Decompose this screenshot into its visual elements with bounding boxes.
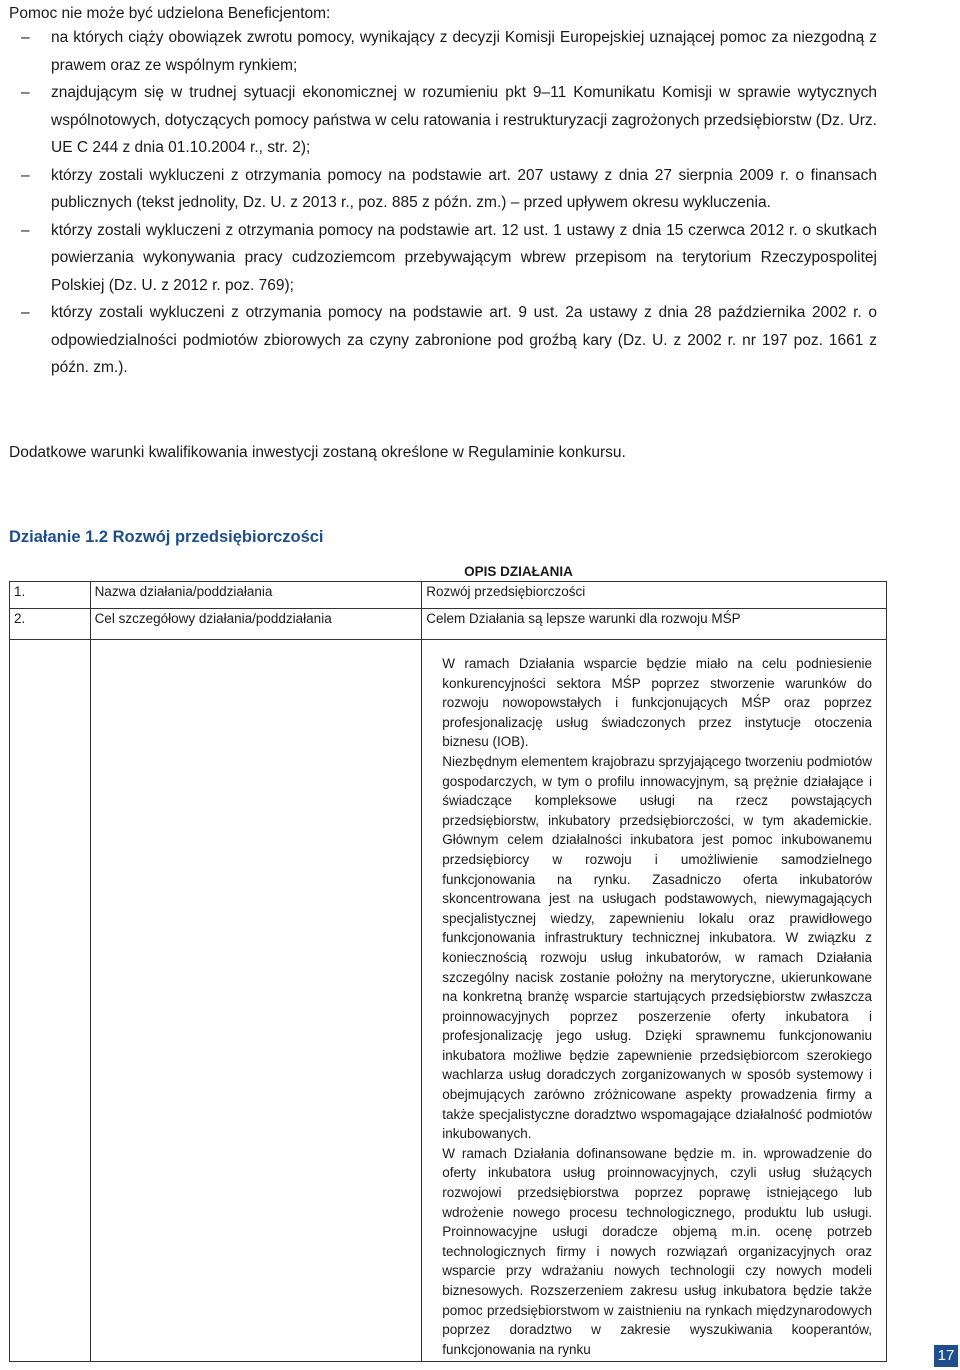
additional-conditions: Dodatkowe warunki kwalifikowania inwestycji zostaną określone w Regulaminie konkursu.	[9, 444, 626, 461]
row-label: Cel szczegółowy działania/poddziałania	[90, 609, 422, 640]
action-description-table	[9, 581, 887, 1362]
dash-marker: –	[21, 84, 30, 101]
dash-marker: –	[21, 29, 30, 46]
list-item: – na których ciąży obowiązek zwrotu pomocy, wynikający z decyzji Komisji Europejskiej uznającej pomoc za niezgodną z prawem oraz ze wspólnym rynkiem;	[9, 24, 877, 79]
description-text	[442, 654, 872, 1359]
table-row	[10, 609, 887, 640]
section-heading: Działanie 1.2 Rozwój przedsiębiorczości	[9, 528, 324, 546]
page-number: 17	[934, 1345, 958, 1367]
dash-marker: –	[21, 304, 30, 321]
row-number: 2.	[10, 609, 91, 640]
description-paragraph: W ramach Działania dofinansowane będzie m. in. wprowadzenie do oferty inkubatora usług proinnowacyjnych, czyli usług służących rozwojowi przedsiębiorstwa poprzez poprawę istniejącego lub wdrożenie nowego procesu technologicznego, produktu lub usługi. Proinnowacyjne usługi doradcze objemą m.in. ocenę potrzeb technologicznych firmy i nowych rozwiązań organizacyjnych oraz wsparcie przy wdrażaniu nowych technologii czy nowych modeli biznesowych. Rozszerzeniem zakresu usług inkubatora będzie także pomoc przedsiębiorstwom w zaistnieniu na rynkach międzynarodowych poprzez doradztwo w zakresie wyszukiwania kooperantów, funkcjonowania na rynku	[442, 1145, 872, 1357]
row-value: Rozwój przedsiębiorczości	[422, 582, 887, 609]
list-item: – którzy zostali wykluczeni z otrzymania pomocy na podstawie art. 207 ustawy z dnia 27 sierpnia 2009 r. o finansach publicznych (tekst jednolity, Dz. U. z 2013 r., poz. 885 z późn. zm.) – przed upływem okresu wykluczenia.	[9, 162, 877, 217]
description-cell	[422, 640, 887, 1362]
row-value: Celem Działania są lepsze warunki dla rozwoju MŚP	[422, 609, 887, 640]
description-paragraph: Niezbędnym elementem krajobrazu sprzyjającego tworzeniu podmiotów gospodarczych, w tym o profilu innowacyjnym, są prężnie działające i świadczące kompleksowe usługi na rzecz powstających przedsiębiorstw, inkubatory przedsiębiorczości, w tym akademickie. Głównym celem działalności inkubatora jest pomoc inkubowanemu przedsiębiorcy w rozwoju i umożliwienie samodzielnego funkcjonowania na rynku. Zasadniczo oferta inkubatorów skoncentrowana jest na usługach podstawowych, niewymagających specjalistycznej wiedzy, zapewnieniu lokalu oraz prawidłowego funkcjonowania infrastruktury technicznej inkubatora. W związku z koniecznością rozwoju usług inkubatorów, w ramach Działania szczególny nacisk zostanie położny na merytoryczne, ukierunkowane na konkretną branżę wsparcie startujących przedsiębiorstw zwłaszcza proinnowacyjnych poprzez poszerzenie oferty inkubatora i profesjonalizację jego usług. Dzięki sprawnemu funkcjonowaniu inkubatora możliwe będzie zapewnienie przedsiębiorcom szerokiego wachlarza usług doradczych zorganizowanych w sposób systemowy i obejmujących zarówno zróżnicowane aspekty prowadzenia firmy a także specjalistyczne doradztwo wspomagające działalność podmiotów inkubowanych.	[442, 753, 872, 1142]
list-item: – znajdującym się w trudnej sytuacji ekonomicznej w rozumieniu pkt 9–11 Komunikatu Komisji w sprawie wytycznych wspólnotowych, dotyczących pomocy państwa w celu ratowania i restrukturyzacji zagrożonych przedsiębiorstw (Dz. Urz. UE C 244 z dnia 01.10.2004 r., str. 2);	[9, 79, 877, 162]
row-label: Nazwa działania/poddziałania	[90, 582, 422, 609]
dash-marker: –	[21, 166, 30, 184]
table-row	[10, 640, 887, 1362]
description-paragraph: W ramach Działania wsparcie będzie miało na celu podniesienie konkurencyjności sektora MŚP poprzez stworzenie warunków do rozwoju nowopowstałych i funkcjonujących MŚP oraz poprzez profesjonalizację usług świadczonych przez instytucje otoczenia biznesu (IOB).	[442, 656, 872, 750]
exclusion-list	[9, 24, 877, 382]
list-item: – którzy zostali wykluczeni z otrzymania pomocy na podstawie art. 12 ust. 1 ustawy z dnia 15 czerwca 2012 r. o skutkach powierzania wykonywania pracy cudzoziemcom przebywającym wbrew przepisom na terytorium Rzeczypospolitej Polskiej (Dz. U. z 2012 r. poz. 769);	[9, 217, 877, 300]
table-row	[10, 582, 887, 609]
list-item: – którzy zostali wykluczeni z otrzymania pomocy na podstawie art. 9 ust. 2a ustawy z dnia 28 października 2002 r. o odpowiedzialności podmiotów zbiorowych za czyny zabronione pod groźbą kary (Dz. U. z 2002 r. nr 197 poz. 1661 z późn. zm.).	[9, 299, 877, 382]
row-number: 1.	[10, 582, 91, 609]
table-header: OPIS DZIAŁANIA	[9, 563, 886, 582]
dash-marker: –	[21, 221, 30, 239]
intro-text: Pomoc nie może być udzielona Beneficjentom:	[9, 5, 331, 22]
